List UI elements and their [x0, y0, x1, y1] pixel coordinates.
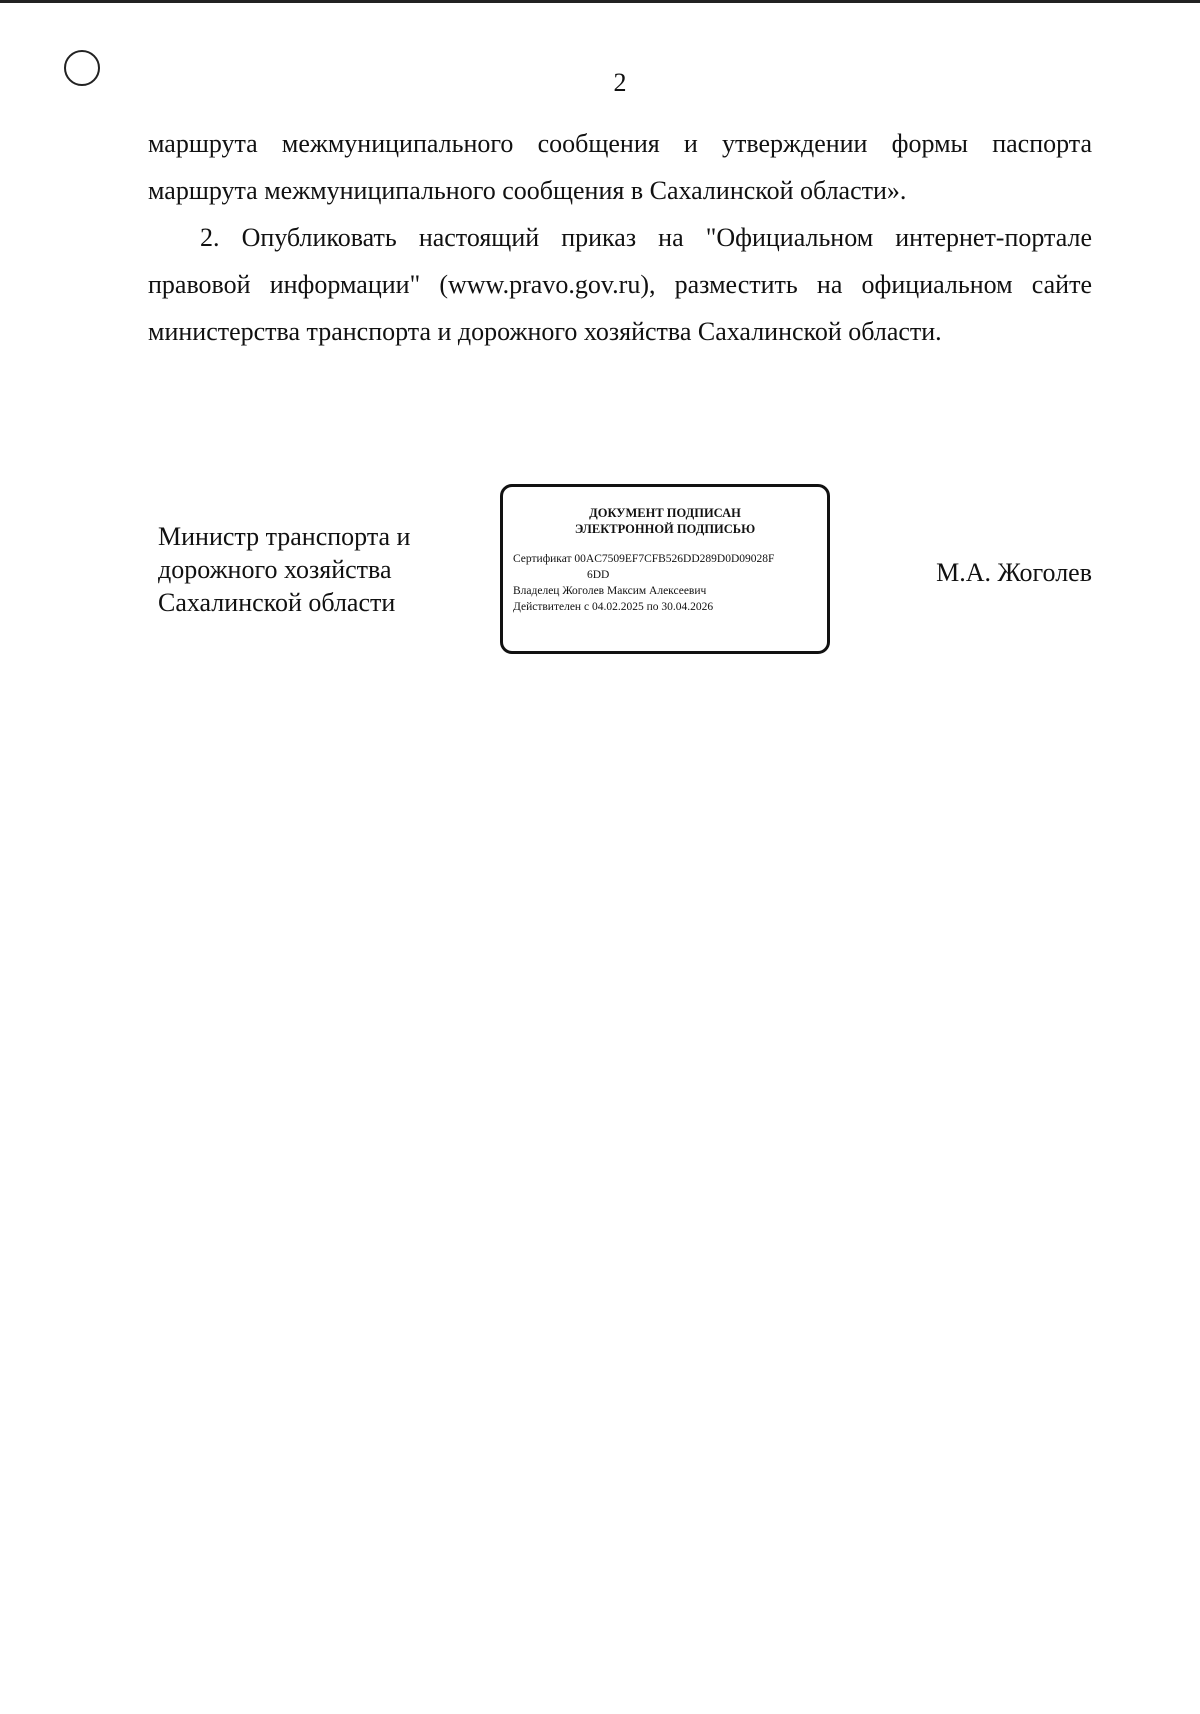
top-border-line: [0, 0, 1200, 3]
stamp-owner: Владелец Жоголев Максим Алексеевич: [513, 585, 707, 597]
body-line: маршрута межмуниципального сообщения и утверждении формы паспорта: [148, 129, 1092, 158]
signatory-line: Сахалинской области: [158, 588, 396, 617]
page-number: 2: [613, 68, 627, 97]
stamp-title-line: ДОКУМЕНТ ПОДПИСАН: [589, 506, 741, 520]
stamp-certificate: [513, 551, 817, 583]
certificate-label: Сертификат: [513, 553, 572, 565]
body-line: 2. Опубликовать настоящий приказ на "Официальном интернет-портале: [200, 223, 1092, 252]
body-line: правовой информации" (www.pravo.gov.ru), разместить на официальном сайте: [148, 270, 1092, 299]
document-body: [148, 120, 1092, 355]
signatory-line: дорожного хозяйства: [158, 555, 392, 584]
signatory-line: Министр транспорта и: [158, 522, 411, 551]
electronic-signature-stamp: [500, 484, 830, 654]
stamp-validity: Действителен с 04.02.2025 по 30.04.2026: [513, 601, 714, 613]
signatory-title: [158, 520, 458, 619]
body-line: министерства транспорта и дорожного хозяйства Сахалинской области.: [148, 317, 942, 346]
signatory-name: М.А. Жоголев: [936, 558, 1092, 587]
certificate-value: 00AC7509EF7CFB526DD289D0D09028F: [574, 553, 775, 565]
body-line: маршрута межмуниципального сообщения в Сахалинской области».: [148, 176, 907, 205]
stamp-title-line: ЭЛЕКТРОННОЙ ПОДПИСЬЮ: [574, 522, 756, 536]
stamp-title: [513, 505, 817, 537]
certificate-tail: 6DD: [587, 569, 610, 581]
